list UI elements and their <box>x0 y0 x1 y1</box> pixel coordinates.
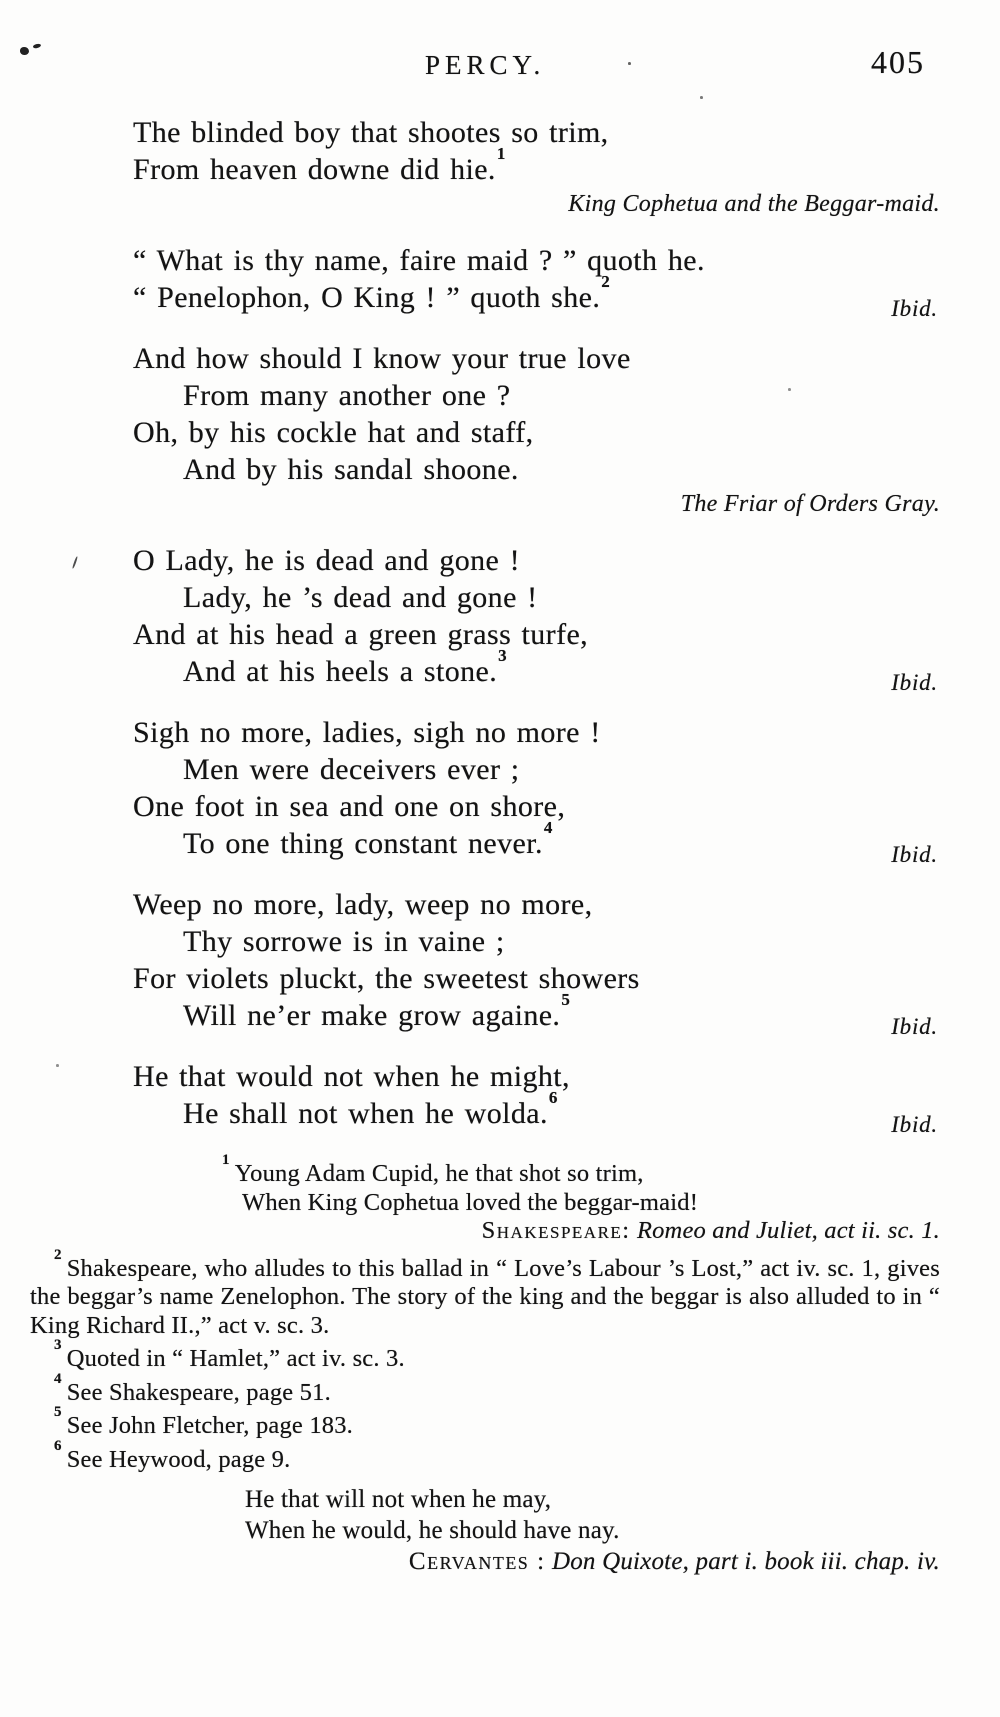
ink-speck <box>700 96 703 99</box>
verse-line <box>133 1087 940 1137</box>
verse-line <box>133 817 940 867</box>
page-number: 405 <box>871 44 925 80</box>
verse-text: Will ne’er make grow againe. <box>183 999 561 1032</box>
footnote-number: 6 <box>54 1437 62 1454</box>
verse-text: O Lady, he is dead and gone ! <box>133 544 521 577</box>
verse-line <box>133 886 940 923</box>
footnote-marker: 6 <box>548 1087 558 1107</box>
verse-line <box>133 751 940 788</box>
footnote-4 <box>30 1370 940 1408</box>
footnote-5 <box>30 1404 940 1441</box>
verse-text: From many another one ? <box>183 379 511 412</box>
footnote-verse-text: When King Cophetua loved the beggar-maid! <box>242 1188 699 1216</box>
verse-line <box>133 377 940 414</box>
stanza-2 <box>133 242 940 321</box>
closing-quote-line: When he would, he should have nay. <box>245 1516 620 1544</box>
footnote-marker: 1 <box>496 143 506 163</box>
footnote-number: 3 <box>54 1337 62 1354</box>
verse-text: One foot in sea and one on shore, <box>133 790 566 823</box>
footnote-text: See John Fletcher, page 183. <box>66 1412 354 1439</box>
ink-speck <box>20 47 29 55</box>
verse-line <box>133 340 940 377</box>
ibid-label: Ibid. <box>891 1112 938 1137</box>
attribution-author: Shakespeare: <box>481 1217 631 1244</box>
attribution-source: Romeo and Juliet, act ii. sc. 1. <box>636 1217 940 1244</box>
verse-text: To one thing constant never. <box>183 827 543 860</box>
verse-line <box>133 414 940 451</box>
footnote-text: See Shakespeare, page 51. <box>66 1378 331 1406</box>
verse-text: The blinded boy that shootes so trim, <box>133 116 609 149</box>
footnote-verse-line <box>222 1152 940 1189</box>
footnote-text: Quoted in “ Hamlet,” act iv. sc. 3. <box>66 1345 405 1372</box>
verse-line <box>133 788 940 825</box>
verse-line <box>133 989 940 1039</box>
footnote-number: 5 <box>54 1404 62 1421</box>
footnote-1 <box>222 1152 940 1246</box>
footnote-text: Shakespeare, who alludes to this ballad in “ Love’s Labour ’s Lost,” act iv. sc. 1, gives the beggar’s name Zenelophon. The story of the king and the beggar is also alluded to in “ King Richard II.,” act v. sc. 3. <box>30 1254 940 1339</box>
verse-line <box>133 579 940 616</box>
verse-text: Sigh no more, ladies, sigh no more ! <box>133 716 601 749</box>
verse-text: “ Penelophon, O King ! ” quoth she. <box>133 281 601 314</box>
verse-line <box>133 143 940 188</box>
ibid-label: Ibid. <box>891 842 938 867</box>
attribution-source: Don Quixote, part i. book iii. chap. iv. <box>551 1548 940 1575</box>
footnote-marker: 4 <box>543 817 553 837</box>
verse-text: Weep no more, lady, weep no more, <box>133 888 593 921</box>
footnote-verse-text: Young Adam Cupid, he that shot so trim, <box>234 1160 644 1187</box>
footnote-marker: 3 <box>498 645 508 665</box>
verse-text: Lady, he ’s dead and gone ! <box>183 581 538 614</box>
closing-quote-attribution <box>245 1547 940 1578</box>
footnote-6 <box>30 1437 940 1475</box>
footnote-number: 4 <box>54 1370 62 1387</box>
footnote-verse-line <box>222 1189 940 1218</box>
verse-line <box>133 645 940 695</box>
running-title: PERCY. <box>425 50 546 80</box>
footnote-3 <box>30 1337 940 1374</box>
attribution-author: Cervantes : <box>408 1548 546 1575</box>
footnotes-section <box>30 1152 940 1578</box>
ink-speck <box>72 556 78 569</box>
ink-speck <box>628 62 631 65</box>
footnote-marker: 5 <box>561 989 571 1009</box>
verse-line <box>133 451 940 488</box>
footnote-attribution <box>222 1217 940 1246</box>
stanza-1 <box>133 114 940 218</box>
closing-quote <box>245 1485 940 1578</box>
verse-text: He that would not when he might, <box>133 1060 570 1093</box>
verse-text: And how should I know your true love <box>133 342 631 375</box>
verse-line <box>133 114 940 151</box>
verse-line <box>133 714 940 751</box>
verse-text: He shall not when he wolda. <box>183 1097 548 1130</box>
verse-line <box>133 242 940 279</box>
stanza-7 <box>133 1058 940 1137</box>
stanza-attribution: The Friar of Orders Gray. <box>680 491 940 517</box>
stanza-4 <box>133 542 940 695</box>
verse-text: And at his head a green grass turfe, <box>133 618 589 651</box>
stanza-3 <box>133 340 940 518</box>
verse-text: From heaven downe did hie. <box>133 153 496 186</box>
verse-line <box>133 542 940 579</box>
verse-text: “ What is thy name, faire maid ? ” quoth he. <box>133 244 705 277</box>
verse-line <box>133 960 940 997</box>
ibid-label: Ibid. <box>891 296 938 321</box>
footnote-number: 1 <box>222 1152 230 1169</box>
verse-text: Thy sorrowe is in vaine ; <box>183 925 505 958</box>
verse-text: Oh, by his cockle hat and staff, <box>133 416 534 449</box>
ibid-label: Ibid. <box>891 1014 938 1039</box>
ink-speck <box>56 1064 59 1067</box>
verse-text: Men were deceivers ever ; <box>183 753 520 786</box>
footnote-number: 2 <box>54 1246 62 1263</box>
verse-text: For violets pluckt, the sweetest showers <box>133 962 640 995</box>
footnote-2 <box>30 1246 940 1341</box>
verse-line <box>133 923 940 960</box>
verse-line <box>133 1058 940 1095</box>
quotations-column <box>133 114 940 1156</box>
verse-text: And at his heels a stone. <box>183 655 498 688</box>
stanza-6 <box>133 886 940 1039</box>
page-header <box>0 44 1000 88</box>
closing-quote-line: He that will not when he may, <box>245 1486 552 1513</box>
stanza-attribution: King Cophetua and the Beggar-maid. <box>568 191 940 217</box>
verse-text: And by his sandal shoone. <box>183 453 519 486</box>
stanza-5 <box>133 714 940 867</box>
ink-speck <box>788 388 791 391</box>
ibid-label: Ibid. <box>891 670 938 695</box>
verse-line <box>133 616 940 653</box>
verse-line <box>133 271 940 321</box>
footnote-marker: 2 <box>601 271 611 291</box>
footnote-text: See Heywood, page 9. <box>66 1445 291 1473</box>
